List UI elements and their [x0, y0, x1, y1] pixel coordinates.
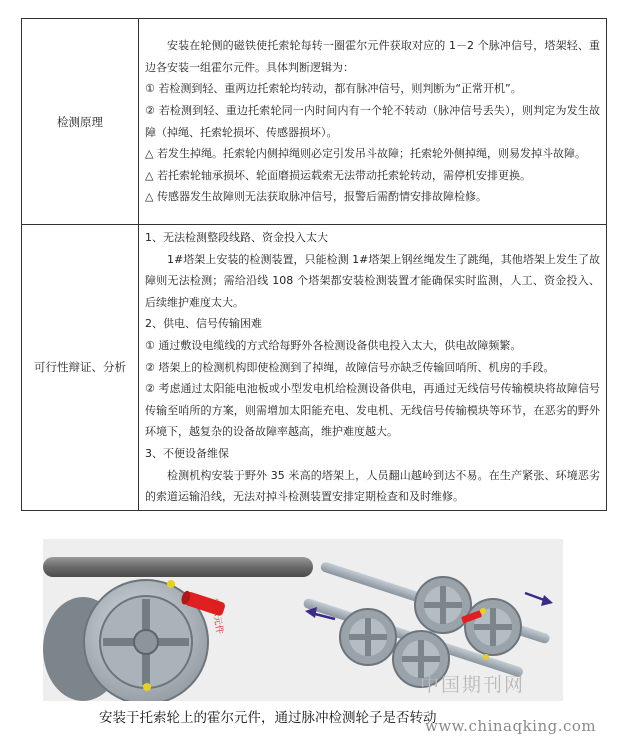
principle-line: ① 若检测到轻、重两边托索轮均转动，都有脉冲信号，则判断为“正常开机”。	[145, 82, 522, 96]
row-label-feasibility: 可行性辩证、分析	[22, 225, 139, 511]
feasibility-line: ① 通过敷设电缆线的方式给每野外各检测设备供电投入太大，供电故障频繁。	[145, 338, 522, 352]
row-content-feasibility	[139, 225, 607, 511]
cable-rod	[43, 557, 313, 577]
feasibility-line: 1、无法检测整段线路、资金投入太大	[145, 231, 328, 244]
figure-caption: 安装于托索轮上的霍尔元件，通过脉冲检测轮子是否转动	[99, 710, 437, 726]
table-row-feasibility	[22, 225, 607, 511]
watermark-cn: 中国期刊网	[420, 674, 526, 696]
principle-line: △ 若发生掉绳。托索轮内侧掉绳则必定引发吊斗故障；托索轮外侧掉绳，则易发掉斗故障。	[145, 147, 586, 161]
sensor-label: 霍尔元件	[208, 597, 225, 635]
feasibility-line: ② 塔架上的检测机构即使检测到了掉绳，故障信号亦缺乏传输回哨所、机房的手段。	[145, 360, 555, 374]
feasibility-line: 1#塔架上安装的检测装置，只能检测 1#塔架上钢丝绳发生了跳绳，其他塔架上发生了故障则无法检测；需给沿线 108 个塔架都安装检测装置才能确保实时监测，人工、资金投入、后续维护难度太大。	[145, 252, 600, 309]
principle-line: △ 传感器发生故障则无法获取脉冲信号，报警后需酌情安排故障检修。	[145, 190, 487, 204]
principle-line: △ 若托索轮轴承损坏、轮面磨损运载索无法带动托索轮转动，需停机安排更换。	[145, 168, 531, 182]
magnet-marker	[167, 580, 175, 588]
magnet-marker	[483, 654, 489, 660]
principle-line: ② 若检测到轻、重边托索轮同一内时间内有一个轮不转动（脉冲信号丢失），则判定为发生故障（掉绳、托索轮损坏、传感器损坏）。	[145, 103, 600, 139]
row-label-principle: 检测原理	[22, 19, 139, 225]
row-content-principle	[139, 19, 607, 225]
wheel-small	[340, 609, 396, 665]
magnet-marker	[143, 683, 151, 691]
detection-table	[21, 18, 607, 511]
wheel-small	[415, 577, 471, 633]
arrow-right-icon	[525, 593, 553, 606]
magnet-marker	[480, 608, 486, 614]
feasibility-line: 3、不便设备维保	[145, 446, 229, 460]
table-row-principle	[22, 19, 607, 225]
left-pulley-closeup	[43, 557, 313, 701]
feasibility-line: ② 考虑通过太阳能电池板或小型发电机给检测设备供电，再通过无线信号传输模块将故障信号传输至哨所的方案，则需增加太阳能充电、发电机、无线信号传输模块等环节，在恶劣的野外环境下，越复杂的设备故障率越高，维护难度越大。	[145, 382, 600, 439]
principle-line: 安装在轮侧的磁铁使托索轮每转一圈霍尔元件获取对应的 1－2 个脉冲信号，塔架轻、重边各安装一组霍尔元件。具体判断逻辑为：	[145, 39, 600, 74]
wheel-hub	[134, 630, 158, 654]
feasibility-line: 检测机构安装于野外 35 米高的塔架上，人员翻山越岭到达不易。在生产紧张、环境恶劣的索道运输沿线，无法对掉斗检测装置安排定期检查和及时维修。	[145, 468, 600, 504]
feasibility-line: 2、供电、信号传输困难	[145, 317, 262, 331]
right-pulley-assembly	[302, 559, 553, 687]
watermark-url: www.chinaqking.com	[425, 717, 597, 735]
wheel-small	[465, 599, 521, 655]
